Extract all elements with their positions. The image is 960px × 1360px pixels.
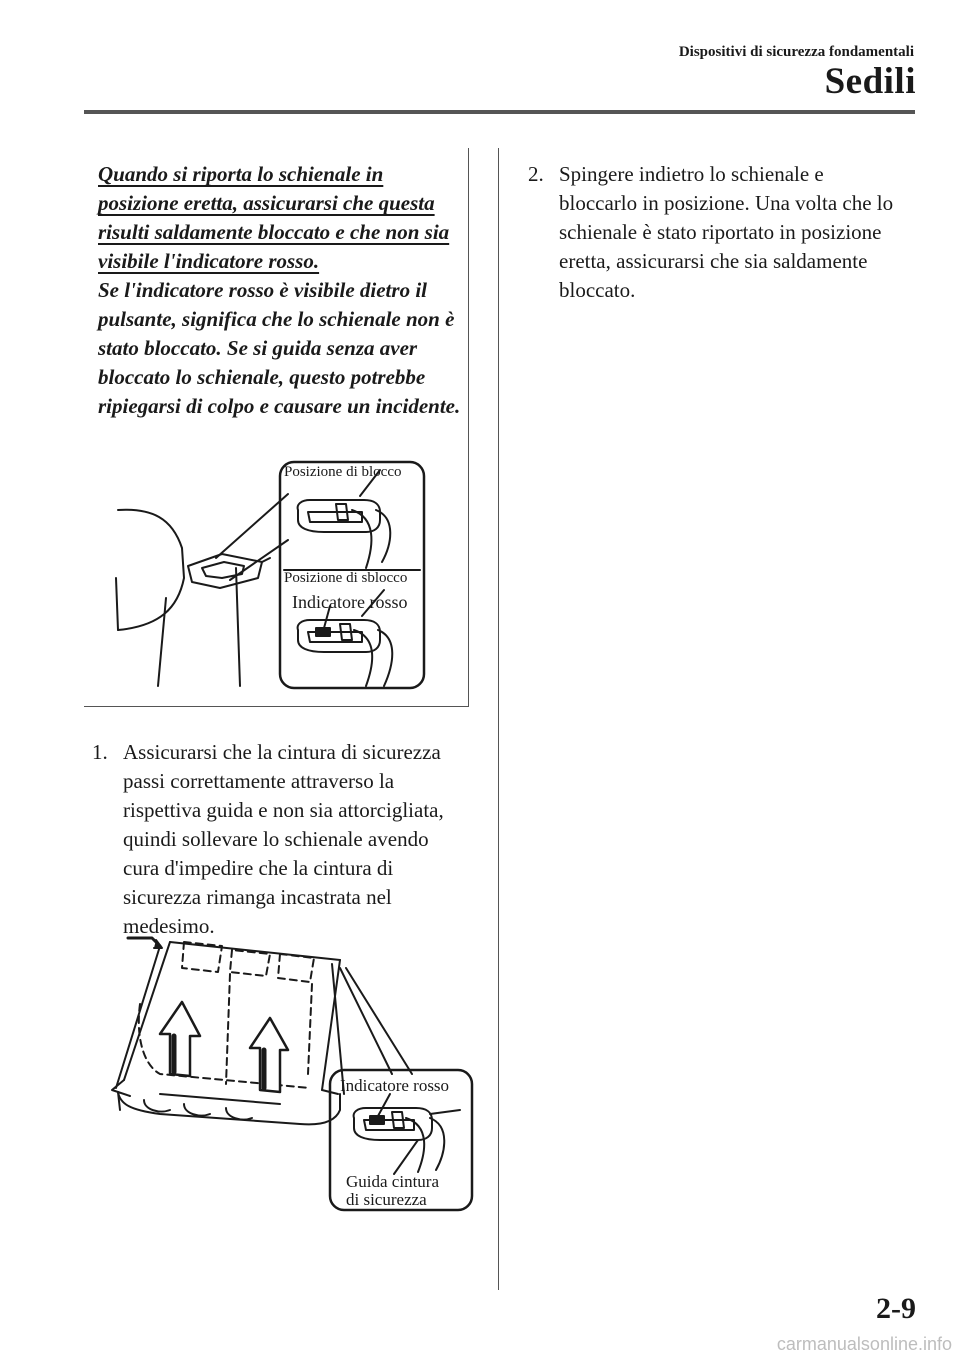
step-2-number: 2. — [528, 162, 544, 186]
label-unlock-position: Posizione di sblocco — [284, 570, 408, 586]
column-divider — [498, 148, 499, 1290]
label-lock-position: Posizione di blocco — [284, 464, 402, 480]
label-red-indicator-2: Indicatore rosso — [340, 1076, 450, 1095]
warning-body-text: Se l'indicatore rosso è visibile dietro il pulsante, significa che lo schienale non è stato bloccato. Se si guida senza aver bloccato lo schienale, questo potrebbe ripiegarsi di colpo e causare un incidente. — [98, 278, 461, 418]
step-2 — [528, 160, 918, 310]
page-title: Sedili — [824, 61, 916, 102]
step-1-number: 1. — [92, 740, 108, 764]
seat-raise-figure — [100, 924, 480, 1214]
label-red-indicator: Indicatore rosso — [292, 592, 408, 612]
label-belt-guide-line1: Guida cintura — [346, 1172, 439, 1191]
lock-figure — [112, 458, 458, 694]
header-section: Dispositivi di sicurezza fondamentali — [678, 44, 914, 60]
label-belt-guide-line2: di sicurezza — [346, 1190, 427, 1209]
step-1-text: Assicurarsi che la cintura di sicurezza passi correttamente attraverso la rispettiva guida e non sia attorcigliata, quindi sollevare lo schienale avendo cura d'impedire che la cintura di sicurezza rimanga incastrata nel medesimo. — [123, 740, 444, 938]
header-rule — [84, 110, 915, 114]
step-2-text: Spingere indietro lo schienale e bloccarlo in posizione. Una volta che lo schienale è stato riportato in posizione eretta, assicurarsi che sia saldamente bloccato. — [559, 162, 894, 302]
watermark: carmanualsonline.info — [776, 1334, 952, 1354]
step-1 — [92, 738, 472, 938]
warning-underlined-text: Quando si riporta lo schienale in posizione eretta, assicurarsi che questa risulti saldamente bloccato e che non sia visibile l'indicatore rosso. — [98, 162, 450, 273]
page-number: 2-9 — [876, 1292, 916, 1325]
seat-raise-drawing — [100, 924, 480, 1214]
warning-box — [84, 148, 469, 707]
warning-text — [98, 160, 466, 421]
